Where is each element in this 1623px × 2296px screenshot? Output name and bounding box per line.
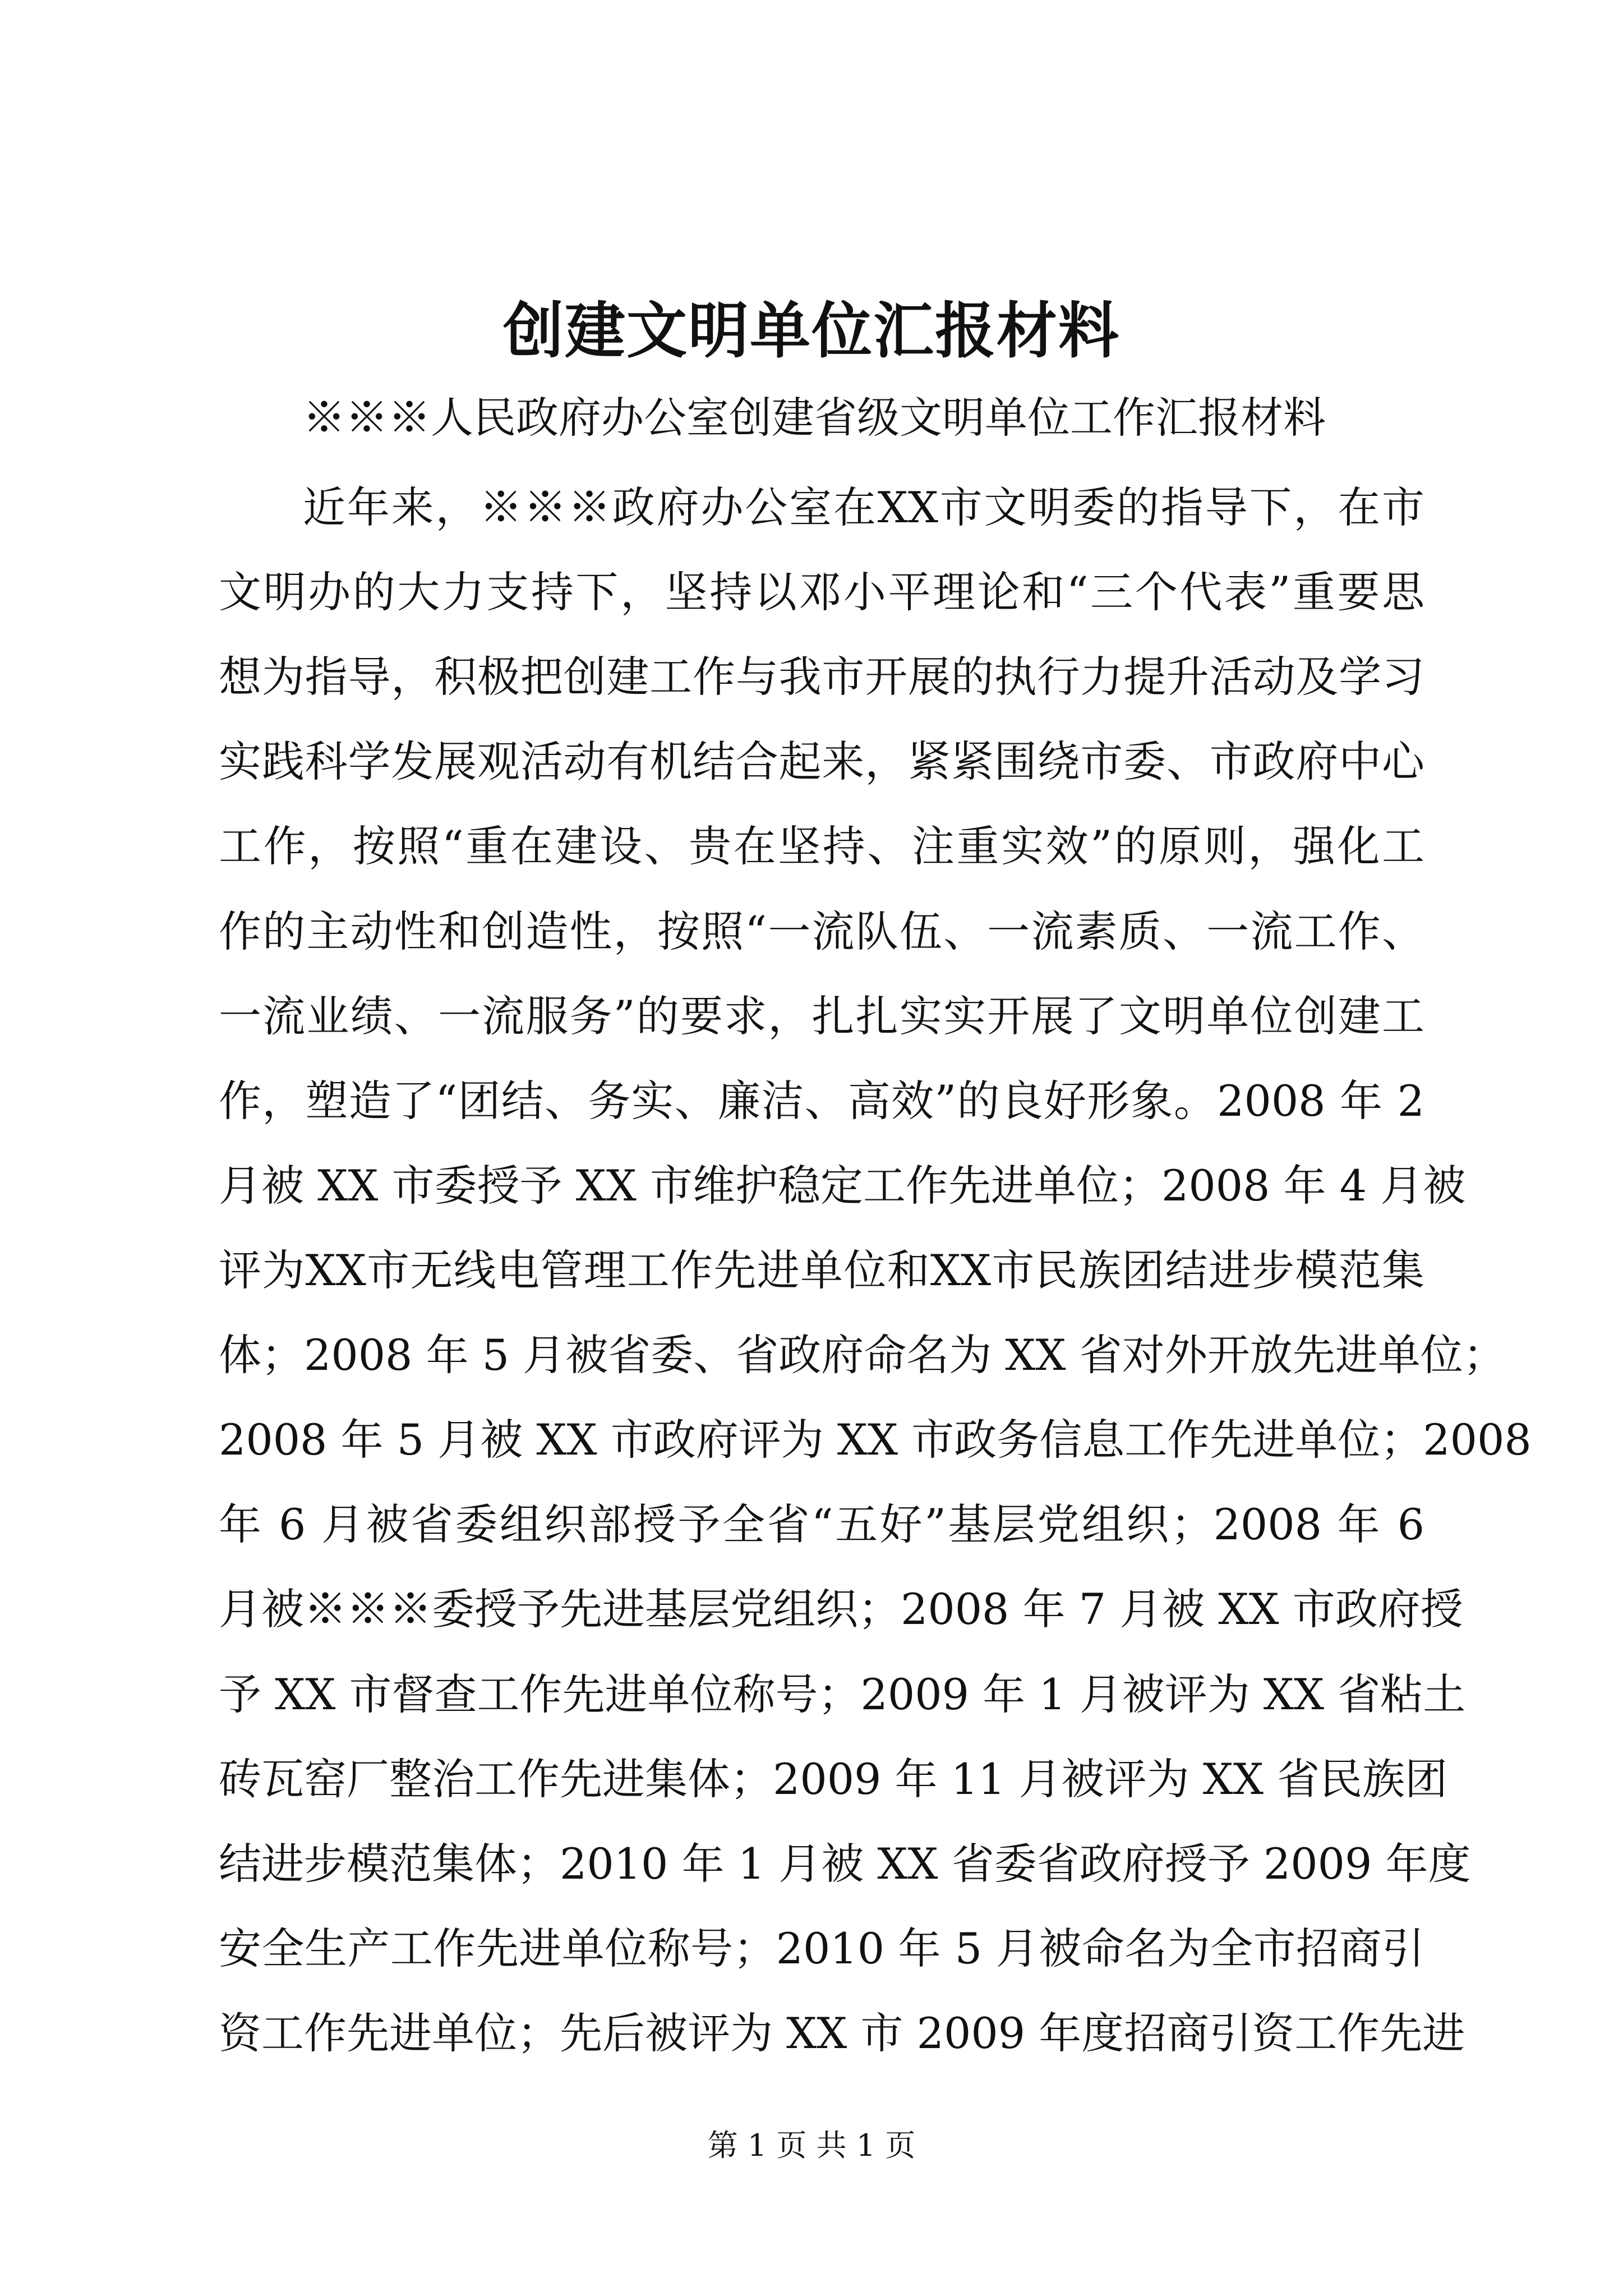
body-line: 月被 XX 市委授予 XX 市维护稳定工作先进单位；2008 年 4 月被 bbox=[219, 1161, 1466, 1211]
document-title: 创建文明单位汇报材料 bbox=[502, 296, 1120, 366]
body-line: 2008 年 5 月被 XX 市政府评为 XX 市政务信息工作先进单位；2008 bbox=[219, 1415, 1532, 1465]
body-line: 结进步模范集体；2010 年 1 月被 XX 省委省政府授予 2009 年度 bbox=[219, 1839, 1471, 1889]
body-line: 作，塑造了“团结、务实、廉洁、高效”的良好形象。2008 年 2 bbox=[219, 1076, 1424, 1126]
body-line: 安全生产工作先进单位称号；2010 年 5 月被命名为全市招商引 bbox=[219, 1924, 1424, 1973]
body-line: 年 6 月被省委组织部授予全省“五好”基层党组织；2008 年 6 bbox=[219, 1499, 1424, 1549]
document-subtitle: ※※※人民政府办公室创建省级文明单位工作汇报材料 bbox=[303, 393, 1326, 443]
body-line: 体；2008 年 5 月被省委、省政府命名为 XX 省对外开放先进单位； bbox=[219, 1330, 1506, 1380]
body-line: 资工作先进单位；先后被评为 XX 市 2009 年度招商引资工作先进 bbox=[219, 2008, 1465, 2058]
body-line: 实践科学发展观活动有机结合起来，紧紧围绕市委、市政府中心 bbox=[219, 737, 1424, 786]
body-line: 评为XX市无线电管理工作先进单位和XX市民族团结进步模范集 bbox=[219, 1245, 1424, 1295]
body-line: 一流业绩、一流服务”的要求，扎扎实实开展了文明单位创建工 bbox=[219, 991, 1424, 1041]
body-line: 文明办的大力支持下，坚持以邓小平理论和“三个代表”重要思 bbox=[219, 567, 1424, 617]
page-number-footer: 第 1 页 共 1 页 bbox=[707, 2128, 916, 2163]
body-line: 砖瓦窑厂整治工作先进集体；2009 年 11 月被评为 XX 省民族团 bbox=[219, 1754, 1448, 1804]
body-line: 想为指导，积极把创建工作与我市开展的执行力提升活动及学习 bbox=[219, 652, 1424, 702]
body-line: 予 XX 市督查工作先进单位称号；2009 年 1 月被评为 XX 省粘土 bbox=[219, 1669, 1466, 1719]
body-line: 近年来，※※※政府办公室在XX市文明委的指导下，在市 bbox=[303, 482, 1424, 532]
body-line: 工作，按照“重在建设、贵在坚持、注重实效”的原则，强化工 bbox=[219, 821, 1424, 871]
body-line: 作的主动性和创造性，按照“一流队伍、一流素质、一流工作、 bbox=[219, 907, 1424, 956]
body-line: 月被※※※委授予先进基层党组织；2008 年 7 月被 XX 市政府授 bbox=[219, 1584, 1463, 1634]
